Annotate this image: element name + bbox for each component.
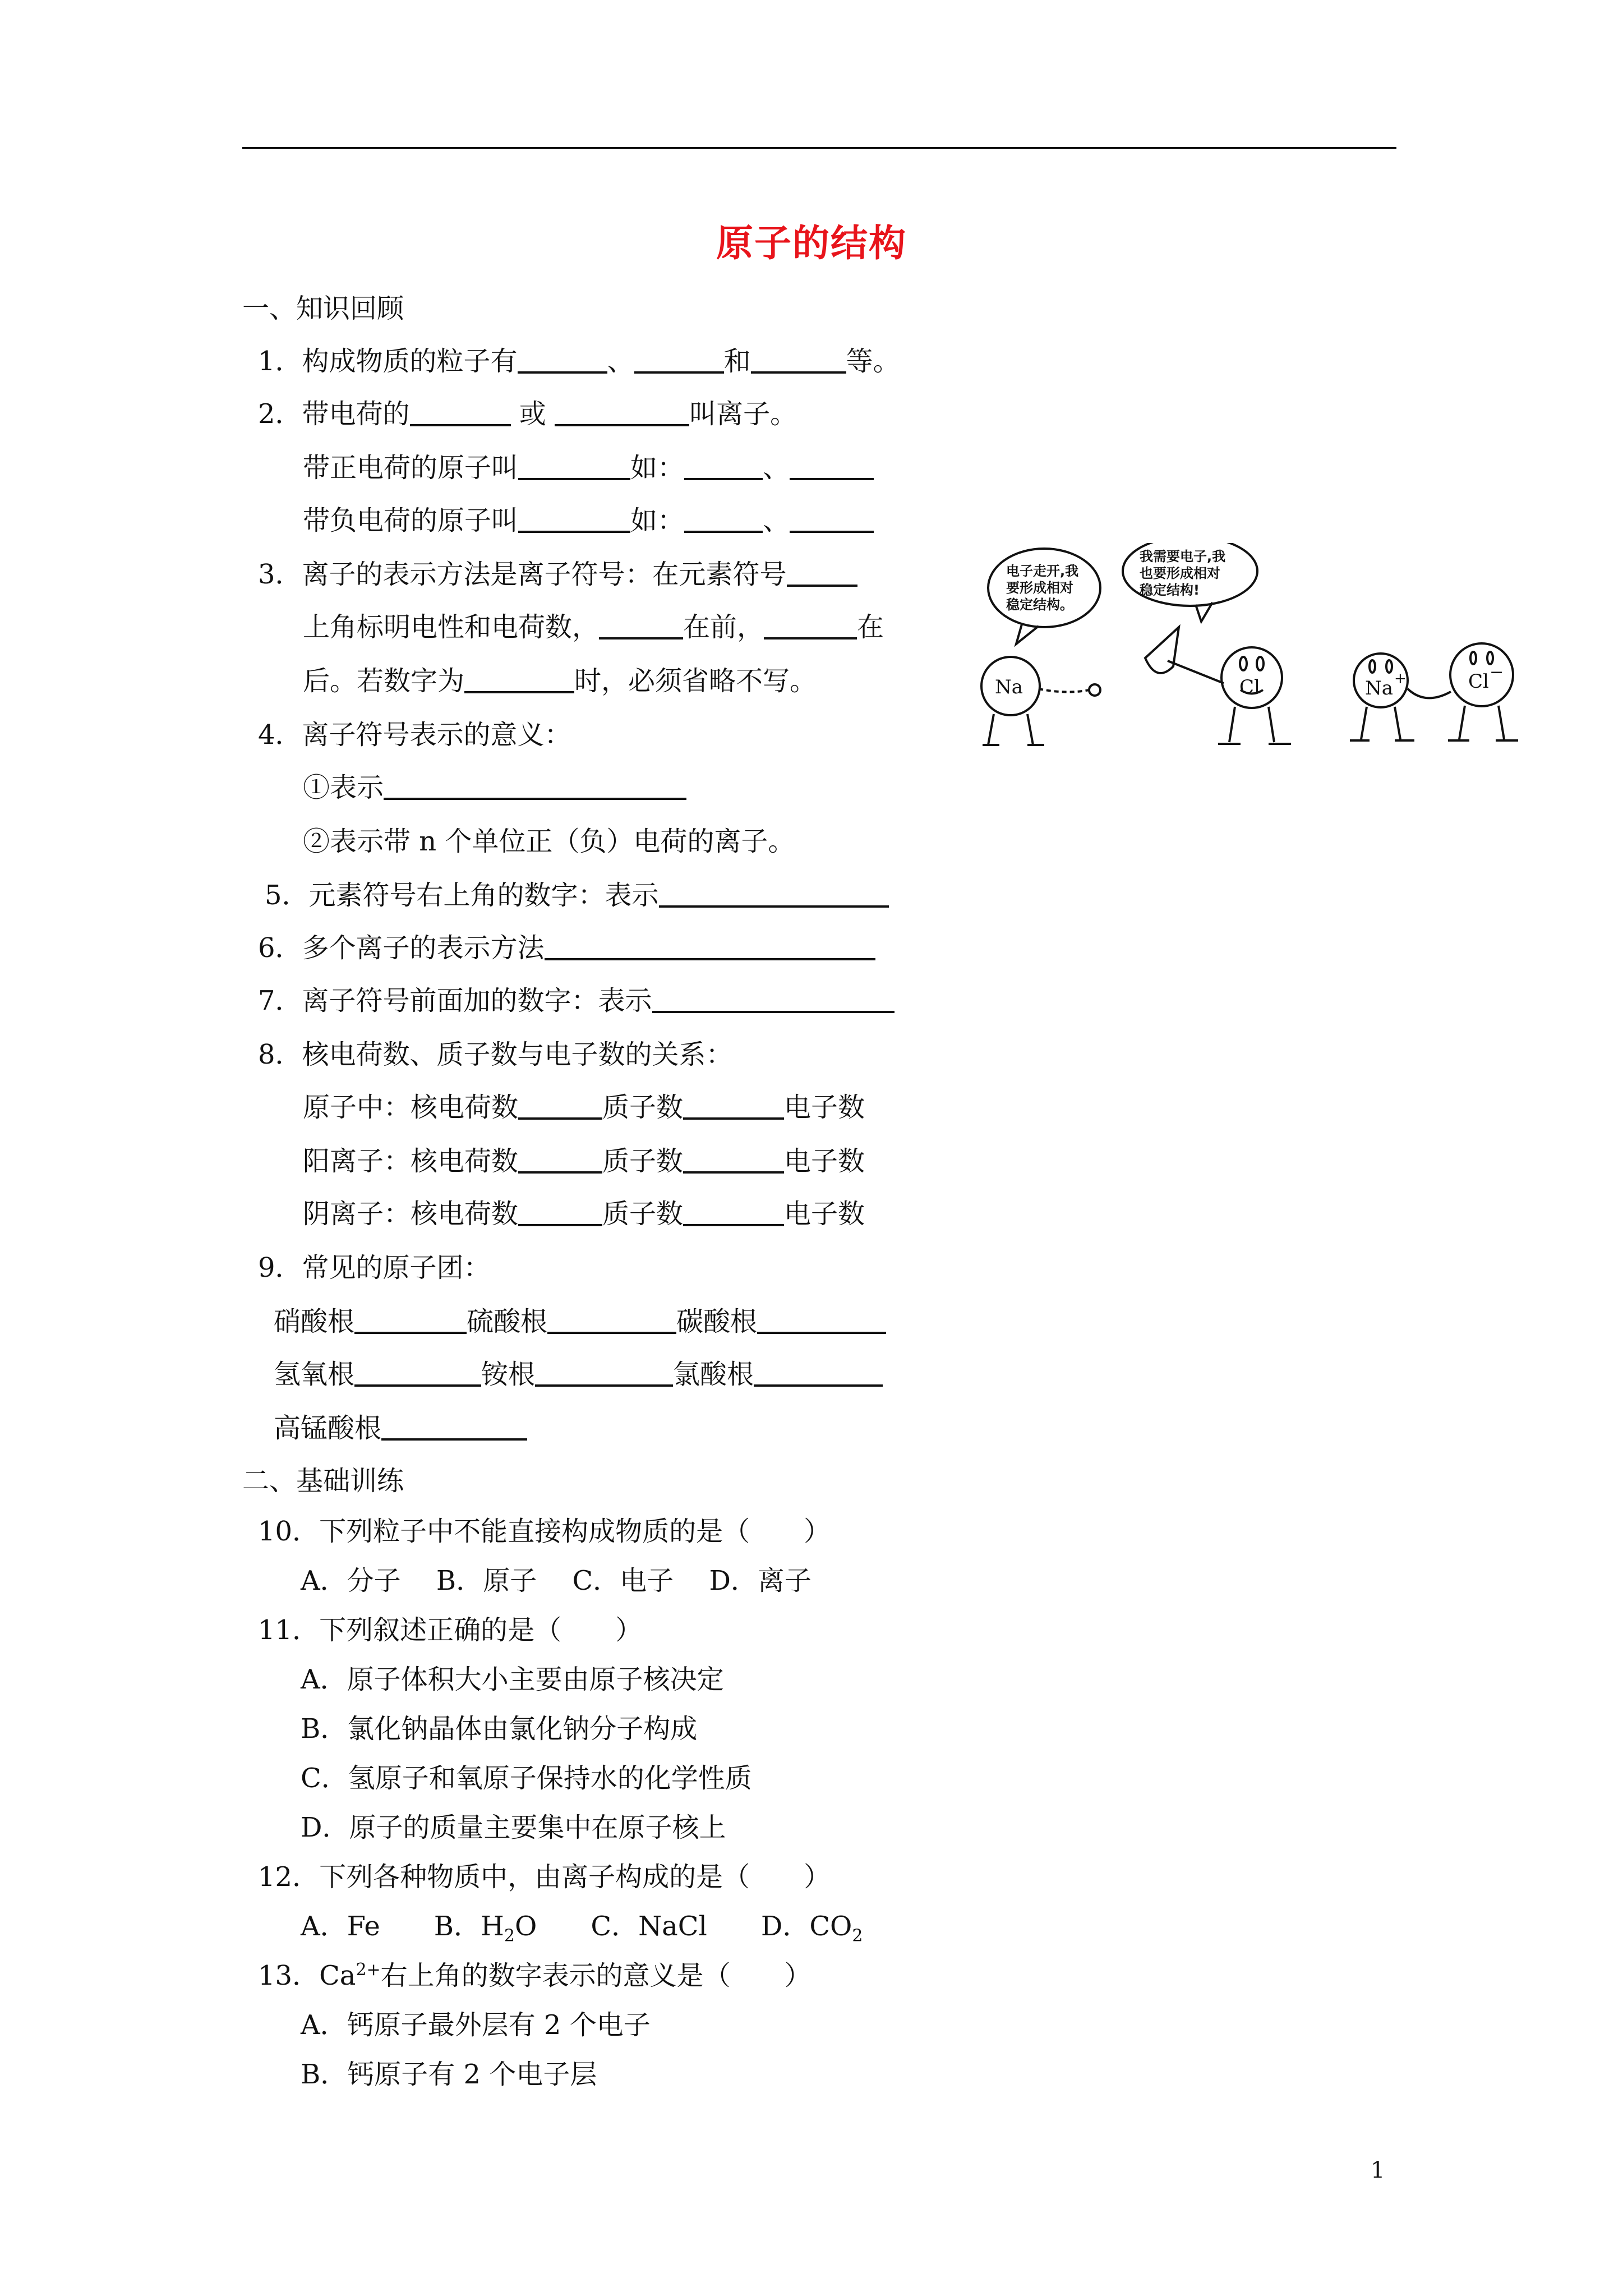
cl-ion-charge: − (1490, 662, 1504, 682)
question-1: 1．构成物质的粒子有 、 和 等。 (258, 346, 900, 377)
question-4: 4．离子符号表示的意义： (258, 719, 571, 751)
bubble-left-line3: 稳定结构。 (1006, 597, 1073, 613)
question-12-options: A．Fe B．$H_2O$ C．NaCl D．$CO_2$ (301, 1911, 863, 1946)
question-9-row1: 硝酸根 硫酸根 碳酸根 (274, 1305, 886, 1338)
question-9-row2: 氢氧根 铵根 氯酸根 (274, 1358, 883, 1391)
na-label: Na (995, 676, 1023, 698)
ion-formation-cartoon (977, 543, 1527, 767)
question-8-cation: 阳离子：核电荷数 质子数 电子数 (303, 1145, 865, 1177)
question-9-row3: 高锰酸根 (274, 1411, 527, 1445)
question-2-negative: 带负电荷的原子叫 如： 、 (303, 504, 874, 537)
question-13: 13．$Ca^{2+}$右上角的数字表示的意义是（ ） (258, 1960, 811, 1991)
question-12: 12．下列各种物质中，由离子构成的是（ ） (258, 1861, 831, 1893)
question-2: 2．带电荷的 或 叫离子。 (258, 398, 797, 430)
question-3-line3: 后。若数字为 时，必须省略不写。 (303, 665, 817, 697)
cl-label: Cl (1239, 676, 1260, 698)
question-8-anion: 阴离子：核电荷数 质子数 电子数 (303, 1198, 865, 1230)
question-8-atom: 原子中：核电荷数 质子数 电子数 (303, 1092, 865, 1123)
question-8: 8．核电荷数、质子数与电子数的关系： (258, 1039, 733, 1070)
question-2-positive: 带正电荷的原子叫 如： 、 (303, 451, 874, 485)
question-9: 9．常见的原子团： (258, 1252, 491, 1283)
question-13-option-b: B．钙原子有 2 个电子层 (301, 2059, 597, 2090)
question-10: 10．下列粒子中不能直接构成物质的是（ ） (258, 1516, 831, 1547)
bubble-left-line1: 电子走开,我 (1006, 563, 1079, 579)
question-11-option-a: A．原子体积大小主要由原子核决定 (301, 1664, 724, 1695)
section-heading-training: 二、基础训练 (242, 1465, 404, 1497)
question-4-item1: ①表示 (303, 771, 686, 804)
question-11: 11．下列叙述正确的是（ ） (258, 1614, 643, 1646)
page-number: 1 (1371, 2157, 1385, 2183)
bubble-right-line1: 我需要电子,我 (1140, 549, 1226, 564)
na-ion-charge: + (1394, 670, 1407, 687)
question-4-item2: ②表示带 n 个单位正（负）电荷的离子。 (303, 826, 795, 857)
question-13-option-a: A．钙原子最外层有 2 个电子 (301, 2009, 651, 2041)
bubble-left-line2: 要形成相对 (1006, 580, 1073, 596)
question-3-line1: 3．离子的表示方法是离子符号：在元素符号 (258, 558, 857, 591)
na-ion-label: Na (1365, 677, 1394, 700)
bubble-right-line3: 稳定结构! (1140, 582, 1200, 598)
page-title: 原子的结构 (716, 221, 907, 265)
question-6: 6．多个离子的表示方法 (258, 931, 875, 965)
question-7: 7．离子符号前面加的数字：表示 (258, 984, 895, 1018)
electron-icon (1089, 684, 1100, 696)
bubble-right-line2: 也要形成相对 (1140, 565, 1220, 581)
header-rule (242, 147, 1396, 149)
question-3-line2: 上角标明电性和电荷数， 在前， 在 (303, 611, 884, 643)
cl-ion-label: Cl (1468, 670, 1489, 693)
question-11-option-c: C．氢原子和氧原子保持水的化学性质 (301, 1763, 752, 1794)
question-10-options: A．分子 B．原子 C．电子 D．离子 (301, 1565, 811, 1596)
question-11-option-d: D．原子的质量主要集中在原子核上 (301, 1812, 726, 1843)
section-heading-review: 一、知识回顾 (242, 293, 404, 324)
butterfly-net-icon (1145, 627, 1224, 683)
question-5: 5．元素符号右上角的数字：表示 (265, 878, 889, 912)
question-11-option-b: B．氯化钠晶体由氯化钠分子构成 (301, 1713, 698, 1745)
